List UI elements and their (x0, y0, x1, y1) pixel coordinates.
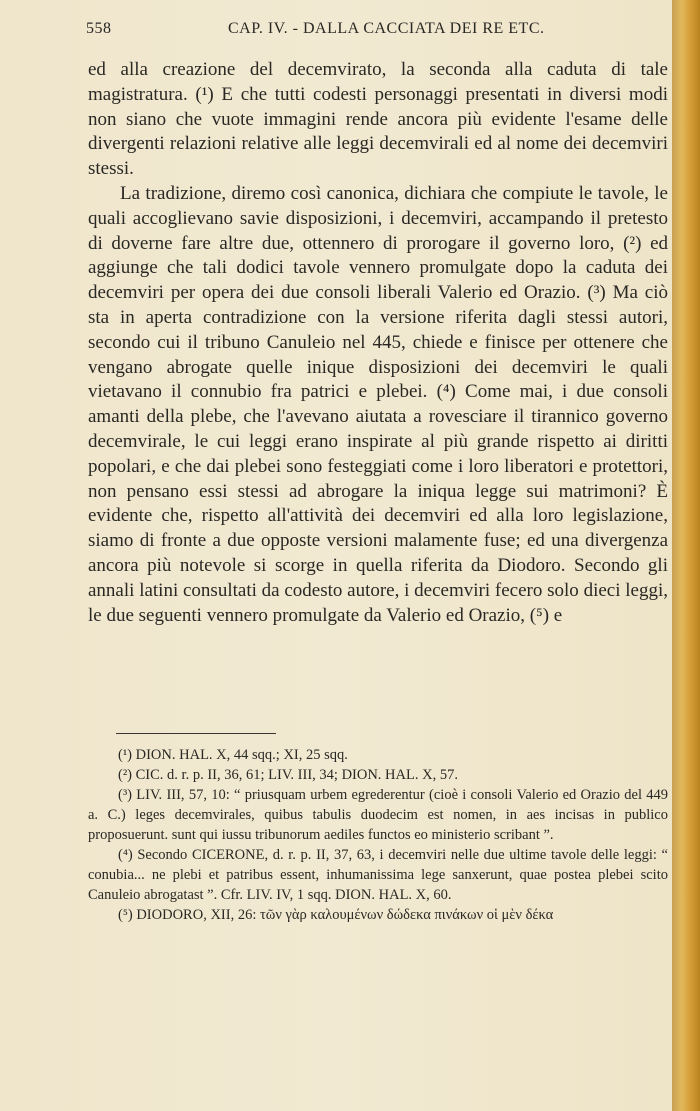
paragraph: ed alla creazione del decemvirato, la seconda alla caduta di tale magistratura. (¹) E che tutti codesti personaggi presentati in diversi modi non siano che vuote immagini rende ancora più evidente l'esame delle divergenti relazioni relative alle leggi decemvirali ed al nome dei decemviri stessi. (88, 59, 668, 180)
page-header (86, 20, 668, 44)
footnotes (88, 745, 668, 925)
footnote: (⁴) Secondo CICERONE, d. r. p. II, 37, 63, i decemviri nelle due ultime tavole delle leggi: “ conubia... ne plebi et patribus essent, inhumanissima lege sanxerunt, quae postea plebei scito Canuleio abrogatast ”. Cfr. LIV. IV, 1 sqq. DION. HAL. X, 60. (88, 847, 668, 903)
footnote-divider (116, 733, 276, 734)
footnote: (³) LIV. III, 57, 10: “ priusquam urbem egrederentur (cioè i consoli Valerio ed Orazio del 449 a. C.) leges decemvirales, quibus tabulis duodecim est nomen, in aes incisas in publico proposuerunt. sunt qui iussu tribunorum aediles functos eo ministerio scribant ”. (88, 787, 668, 843)
page-edge (672, 0, 700, 1111)
paragraph: La tradizione, diremo così canonica, dichiara che compiute le tavole, le quali accoglievano savie disposizioni, i decemviri, accampando il pretesto di doverne fare altre due, ottennero di prorogare il governo loro, (²) ed aggiunge che tali dodici tavole vennero promulgate dopo la caduta dei decemviri per opera dei due consoli liberali Valerio ed Orazio. (³) Ma ciò sta in aperta contradizione con la versione riferita dagli stessi autori, secondo cui il tribuno Canuleio nel 445, chiede e finisce per ottenere che vengano abrogate quelle inique disposizioni dei decemviri le quali vietavano il connubio fra patrici e plebei. (⁴) Come mai, i due consoli amanti della plebe, che l'avevano aiutata a rovesciare il tirannico governo decemvirale, le cui leggi erano inspirate al più grande rispetto ai diritti popolari, e che dai plebei sono festeggiati come i loro liberatori e protettori, non pensano essi stessi ad abrogare la iniqua legge sui matrimoni? È evidente che, rispetto all'attività dei decemviri ed alla loro legislazione, siamo di fronte a due opposte versioni malamente fuse; ed una divergenza ancora più notevole si scorge in quella riferita da Diodoro. Secondo gli annali latini consultati da codesto autore, i decemviri fecero solo dieci leggi, le due seguenti vennero promulgate da Valerio ed Orazio, (⁵) e (88, 182, 668, 626)
main-text (88, 58, 668, 628)
footnote: (²) CIC. d. r. p. II, 36, 61; LIV. III, 34; DION. HAL. X, 57. (118, 767, 458, 783)
page-number: 558 (86, 20, 112, 37)
footnote: (⁵) DIODORO, XII, 26: τῶν γὰρ καλουμένων δώδεκα πινάκων οἱ μὲν δέκα (118, 907, 554, 923)
footnote: (¹) DION. HAL. X, 44 sqq.; XI, 25 sqq. (118, 747, 348, 763)
running-title: CAP. IV. - DALLA CACCIATA DEI RE ETC. (228, 20, 545, 37)
